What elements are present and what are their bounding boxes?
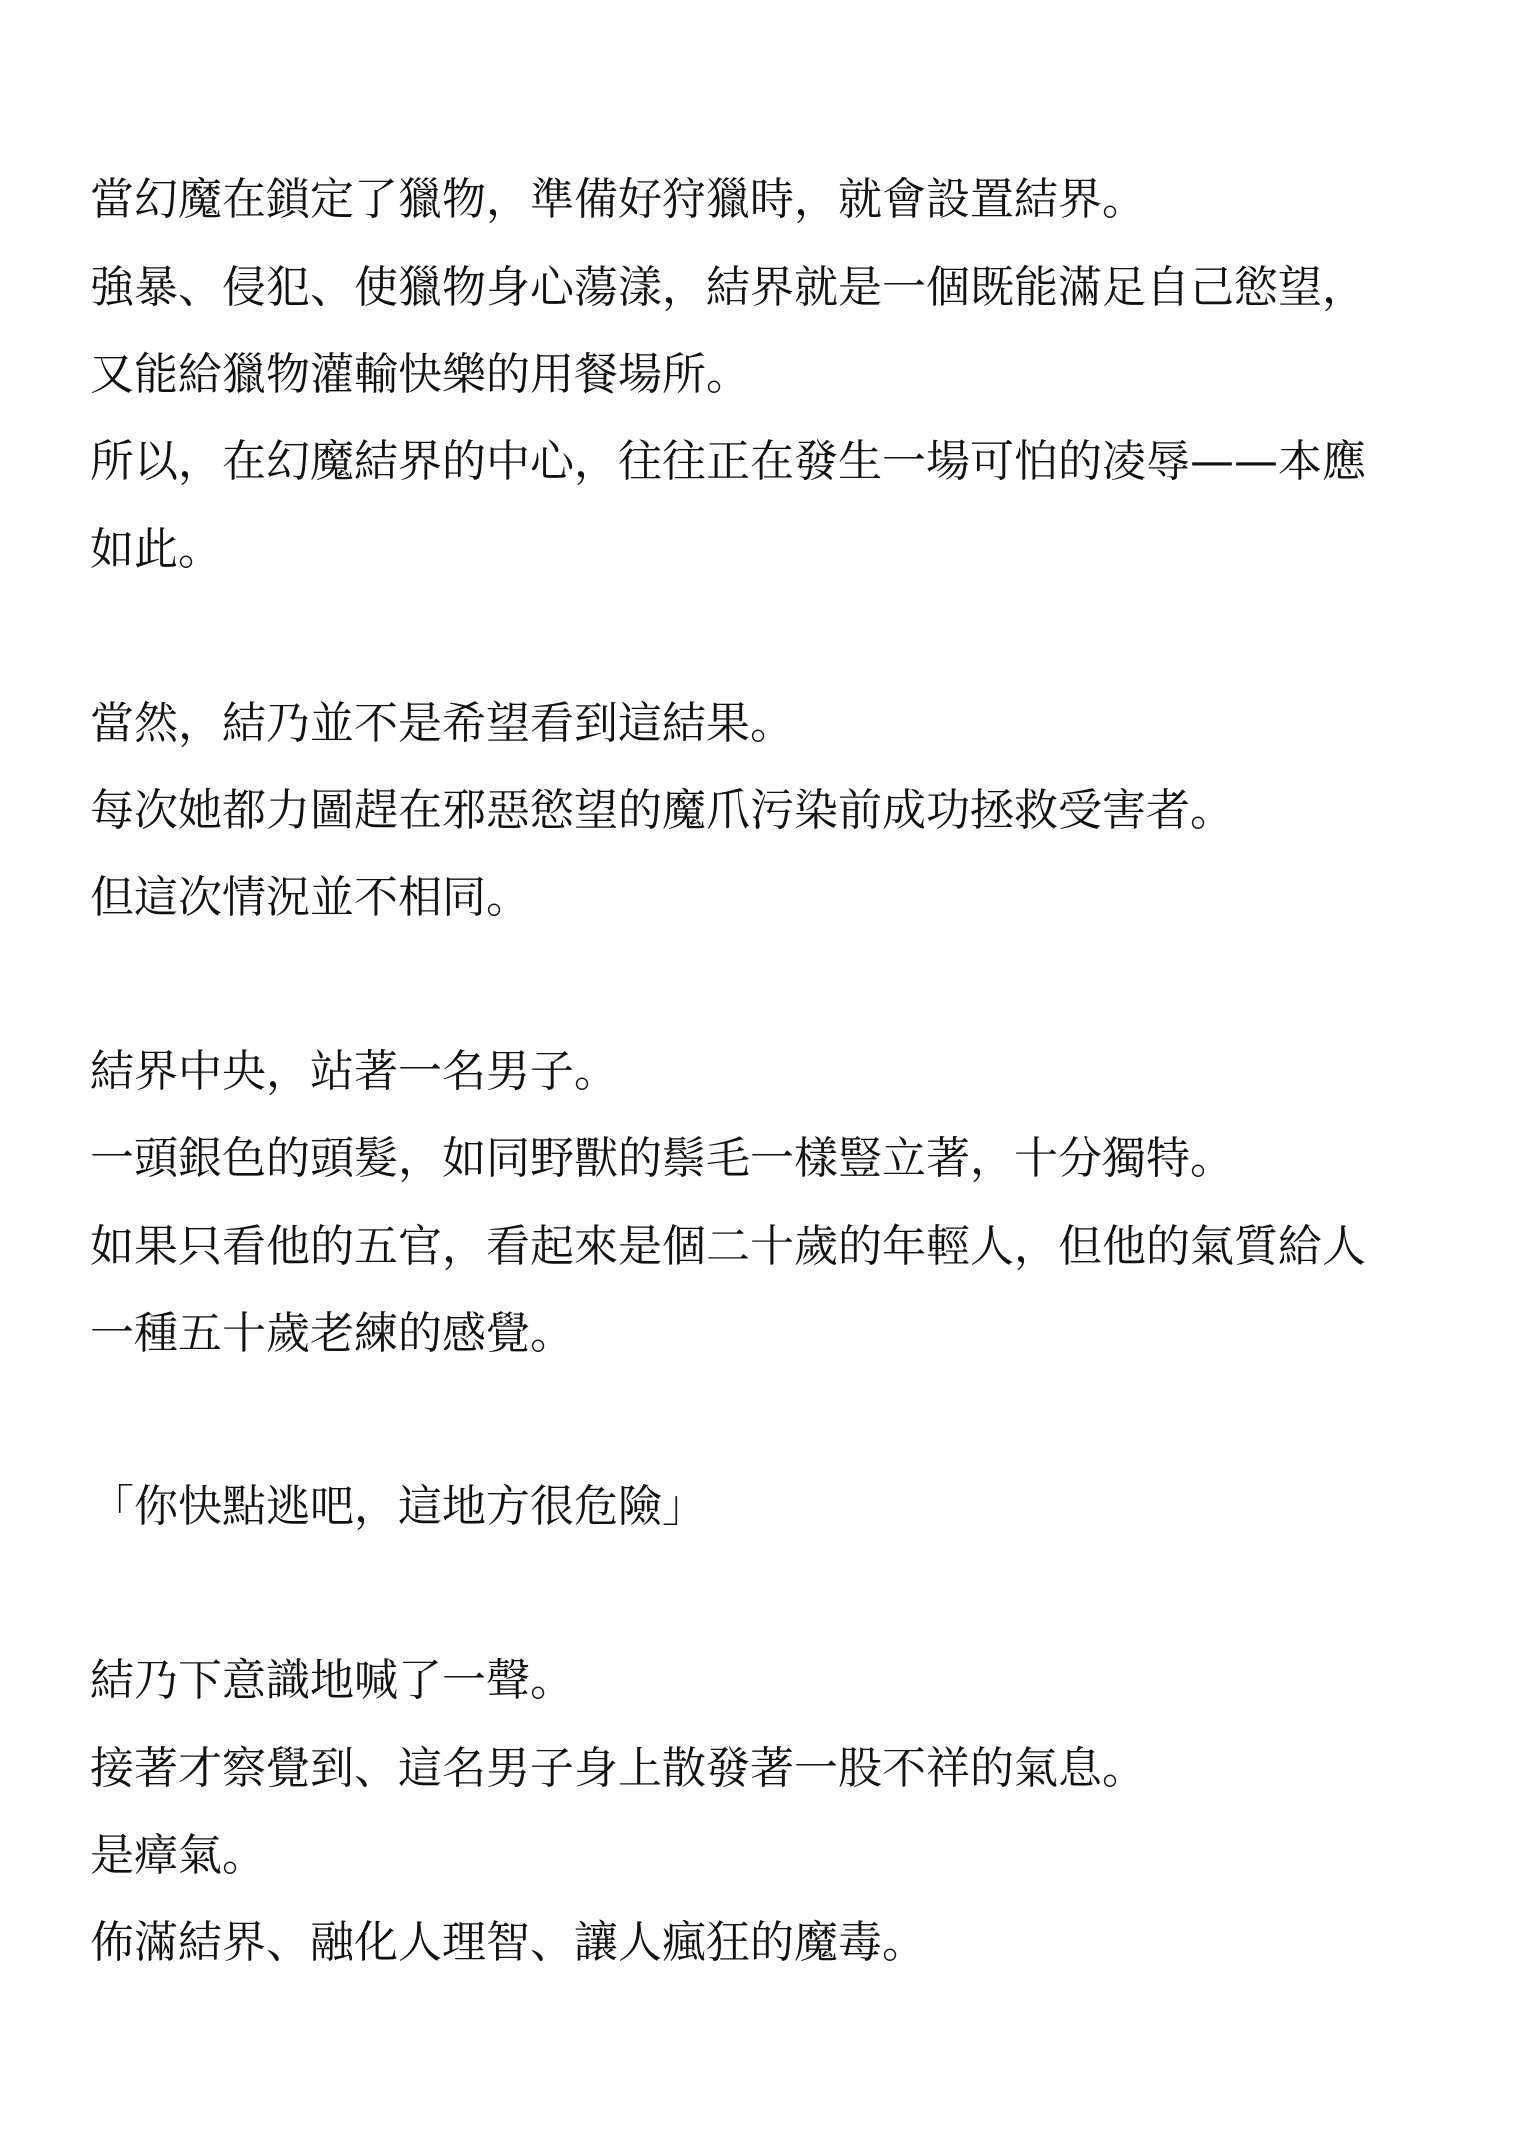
paragraph-line: 如此。: [90, 524, 222, 575]
paragraph-line: 結乃下意識地喊了一聲。: [90, 1655, 574, 1706]
paragraph-line: 當然，結乃並不是希望看到這結果。: [90, 698, 794, 749]
paragraph-line: 結界中央，站著一名男子。: [90, 1046, 618, 1097]
paragraph-line: 如果只看他的五官，看起來是個二十歲的年輕人，但他的氣質給人: [90, 1221, 1366, 1272]
paragraph-line: 又能給獵物灌輸快樂的用餐場所。: [90, 349, 750, 400]
paragraph-line: 佈滿結界、融化人理智、讓人瘋狂的魔毒。: [90, 1917, 926, 1968]
paragraph-line: 強暴、侵犯、使獵物身心蕩漾，結界就是一個既能滿足自己慾望，: [90, 262, 1366, 313]
paragraph-line: 一頭銀色的頭髮，如同野獸的鬃毛一樣豎立著，十分獨特。: [90, 1133, 1234, 1184]
paragraph-line: 每次她都力圖趕在邪惡慾望的魔爪污染前成功拯救受害者。: [90, 785, 1234, 836]
paragraph-line: 一種五十歲老練的感覺。: [90, 1308, 574, 1359]
paragraph-line: 所以，在幻魔結界的中心，往往正在發生一場可怕的凌辱——本應: [90, 436, 1366, 487]
paragraph-line: 當幻魔在鎖定了獵物，準備好狩獵時，就會設置結界。: [90, 174, 1146, 225]
paragraph-line: 但這次情況並不相同。: [90, 872, 530, 923]
paragraph-line: 接著才察覺到、這名男子身上散發著一股不祥的氣息。: [90, 1743, 1146, 1794]
paragraph-line: 是瘴氣。: [90, 1830, 266, 1881]
dialogue-line: 「你快點逃吧，這地方很危險」: [90, 1481, 706, 1532]
